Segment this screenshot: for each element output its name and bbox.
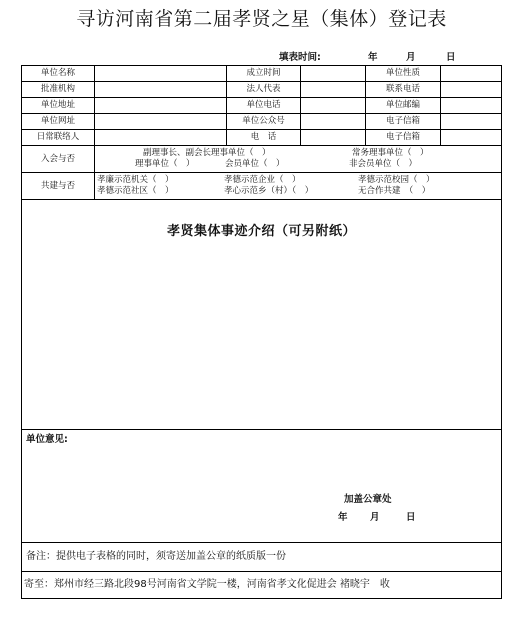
liaison-email-value[interactable]: [441, 130, 502, 146]
legal-rep-value[interactable]: [301, 82, 366, 98]
table-row: [22, 66, 502, 82]
liaison-value[interactable]: [95, 130, 227, 146]
fill-time-row: [0, 49, 523, 63]
stamp-label: 加盖公章处: [344, 494, 392, 505]
field-label: 单位地址: [22, 98, 95, 114]
fill-time-month: 月: [406, 52, 416, 63]
website-value[interactable]: [95, 114, 227, 130]
opinion-year: 年: [338, 512, 348, 523]
table-row: [22, 82, 502, 98]
membership-option-non-member[interactable]: 非会员单位（ ）: [349, 159, 418, 169]
membership-row: [22, 146, 502, 173]
cobuild-option[interactable]: 孝德示范校园（ ）: [358, 175, 435, 185]
fill-time-year: 年: [368, 52, 378, 63]
opinion-area[interactable]: [22, 430, 502, 543]
field-label: 电子信箱: [366, 130, 441, 146]
field-label: 单位网址: [22, 114, 95, 130]
opinion-month: 月: [370, 512, 380, 523]
table-row: [22, 130, 502, 146]
address-row: [22, 572, 502, 599]
table-row: [22, 98, 502, 114]
field-label: 联系电话: [366, 82, 441, 98]
field-label: 单位电话: [227, 98, 301, 114]
note-row: [22, 543, 502, 572]
cobuild-option[interactable]: 无合作共建 （ ）: [358, 186, 431, 196]
membership-option-member[interactable]: 会员单位（ ）: [225, 159, 285, 169]
unit-nature-value[interactable]: [441, 66, 502, 82]
field-label: 电子信箱: [366, 114, 441, 130]
field-label: 日常联络人: [22, 130, 95, 146]
postcode-value[interactable]: [441, 98, 502, 114]
approval-agency-value[interactable]: [95, 82, 227, 98]
cobuild-option[interactable]: 孝心示范乡（村）（ ）: [224, 186, 314, 196]
membership-option-director[interactable]: 理事单位（ ）: [135, 159, 195, 169]
cobuild-label: 共建与否: [22, 173, 95, 200]
intro-row: [22, 200, 502, 430]
field-label: 单位邮编: [366, 98, 441, 114]
membership-label: 入会与否: [22, 146, 95, 173]
contact-phone-value[interactable]: [441, 82, 502, 98]
official-account-value[interactable]: [301, 114, 366, 130]
opinion-label: 单位意见:: [26, 434, 68, 445]
opinion-row: [22, 430, 502, 543]
founded-date-value[interactable]: [301, 66, 366, 82]
email-value[interactable]: [441, 114, 502, 130]
cobuild-option[interactable]: 孝德示范社区（ ）: [97, 186, 174, 196]
field-label: 成立时间: [227, 66, 301, 82]
cobuild-option[interactable]: 孝廉示范机关（ ）: [97, 175, 174, 185]
cobuild-row: [22, 173, 502, 200]
unit-address-value[interactable]: [95, 98, 227, 114]
intro-title: 孝贤集体事迹介绍（可另附纸）: [166, 224, 356, 239]
field-label: 单位名称: [22, 66, 95, 82]
fill-time-label: 填表时间:: [279, 52, 321, 63]
address-text: 寄至：郑州市经三路北段98号河南省文学院一楼，河南省孝文化促进会 褚晓宇 收: [22, 572, 502, 599]
membership-option-vice-chair[interactable]: 副理事长、副会长理事单位（ ）: [143, 148, 271, 158]
field-label: 单位公众号: [227, 114, 301, 130]
field-label: 法人代表: [227, 82, 301, 98]
liaison-phone-value[interactable]: [301, 130, 366, 146]
unit-name-value[interactable]: [95, 66, 227, 82]
intro-area[interactable]: [22, 200, 502, 430]
opinion-day: 日: [406, 512, 416, 523]
field-label: 单位性质: [366, 66, 441, 82]
field-label: 批准机构: [22, 82, 95, 98]
unit-phone-value[interactable]: [301, 98, 366, 114]
form-title: 寻访河南省第二届孝贤之星（集体）登记表: [76, 8, 447, 30]
cobuild-option[interactable]: 孝德示范企业（ ）: [224, 175, 301, 185]
registration-table: [21, 65, 502, 599]
note-text: 备注：提供电子表格的同时，须寄送加盖公章的纸质版一份: [22, 543, 502, 572]
field-label: 电 话: [227, 130, 301, 146]
fill-time-day: 日: [446, 52, 456, 63]
table-row: [22, 114, 502, 130]
membership-option-standing[interactable]: 常务理事单位（ ）: [352, 148, 429, 158]
